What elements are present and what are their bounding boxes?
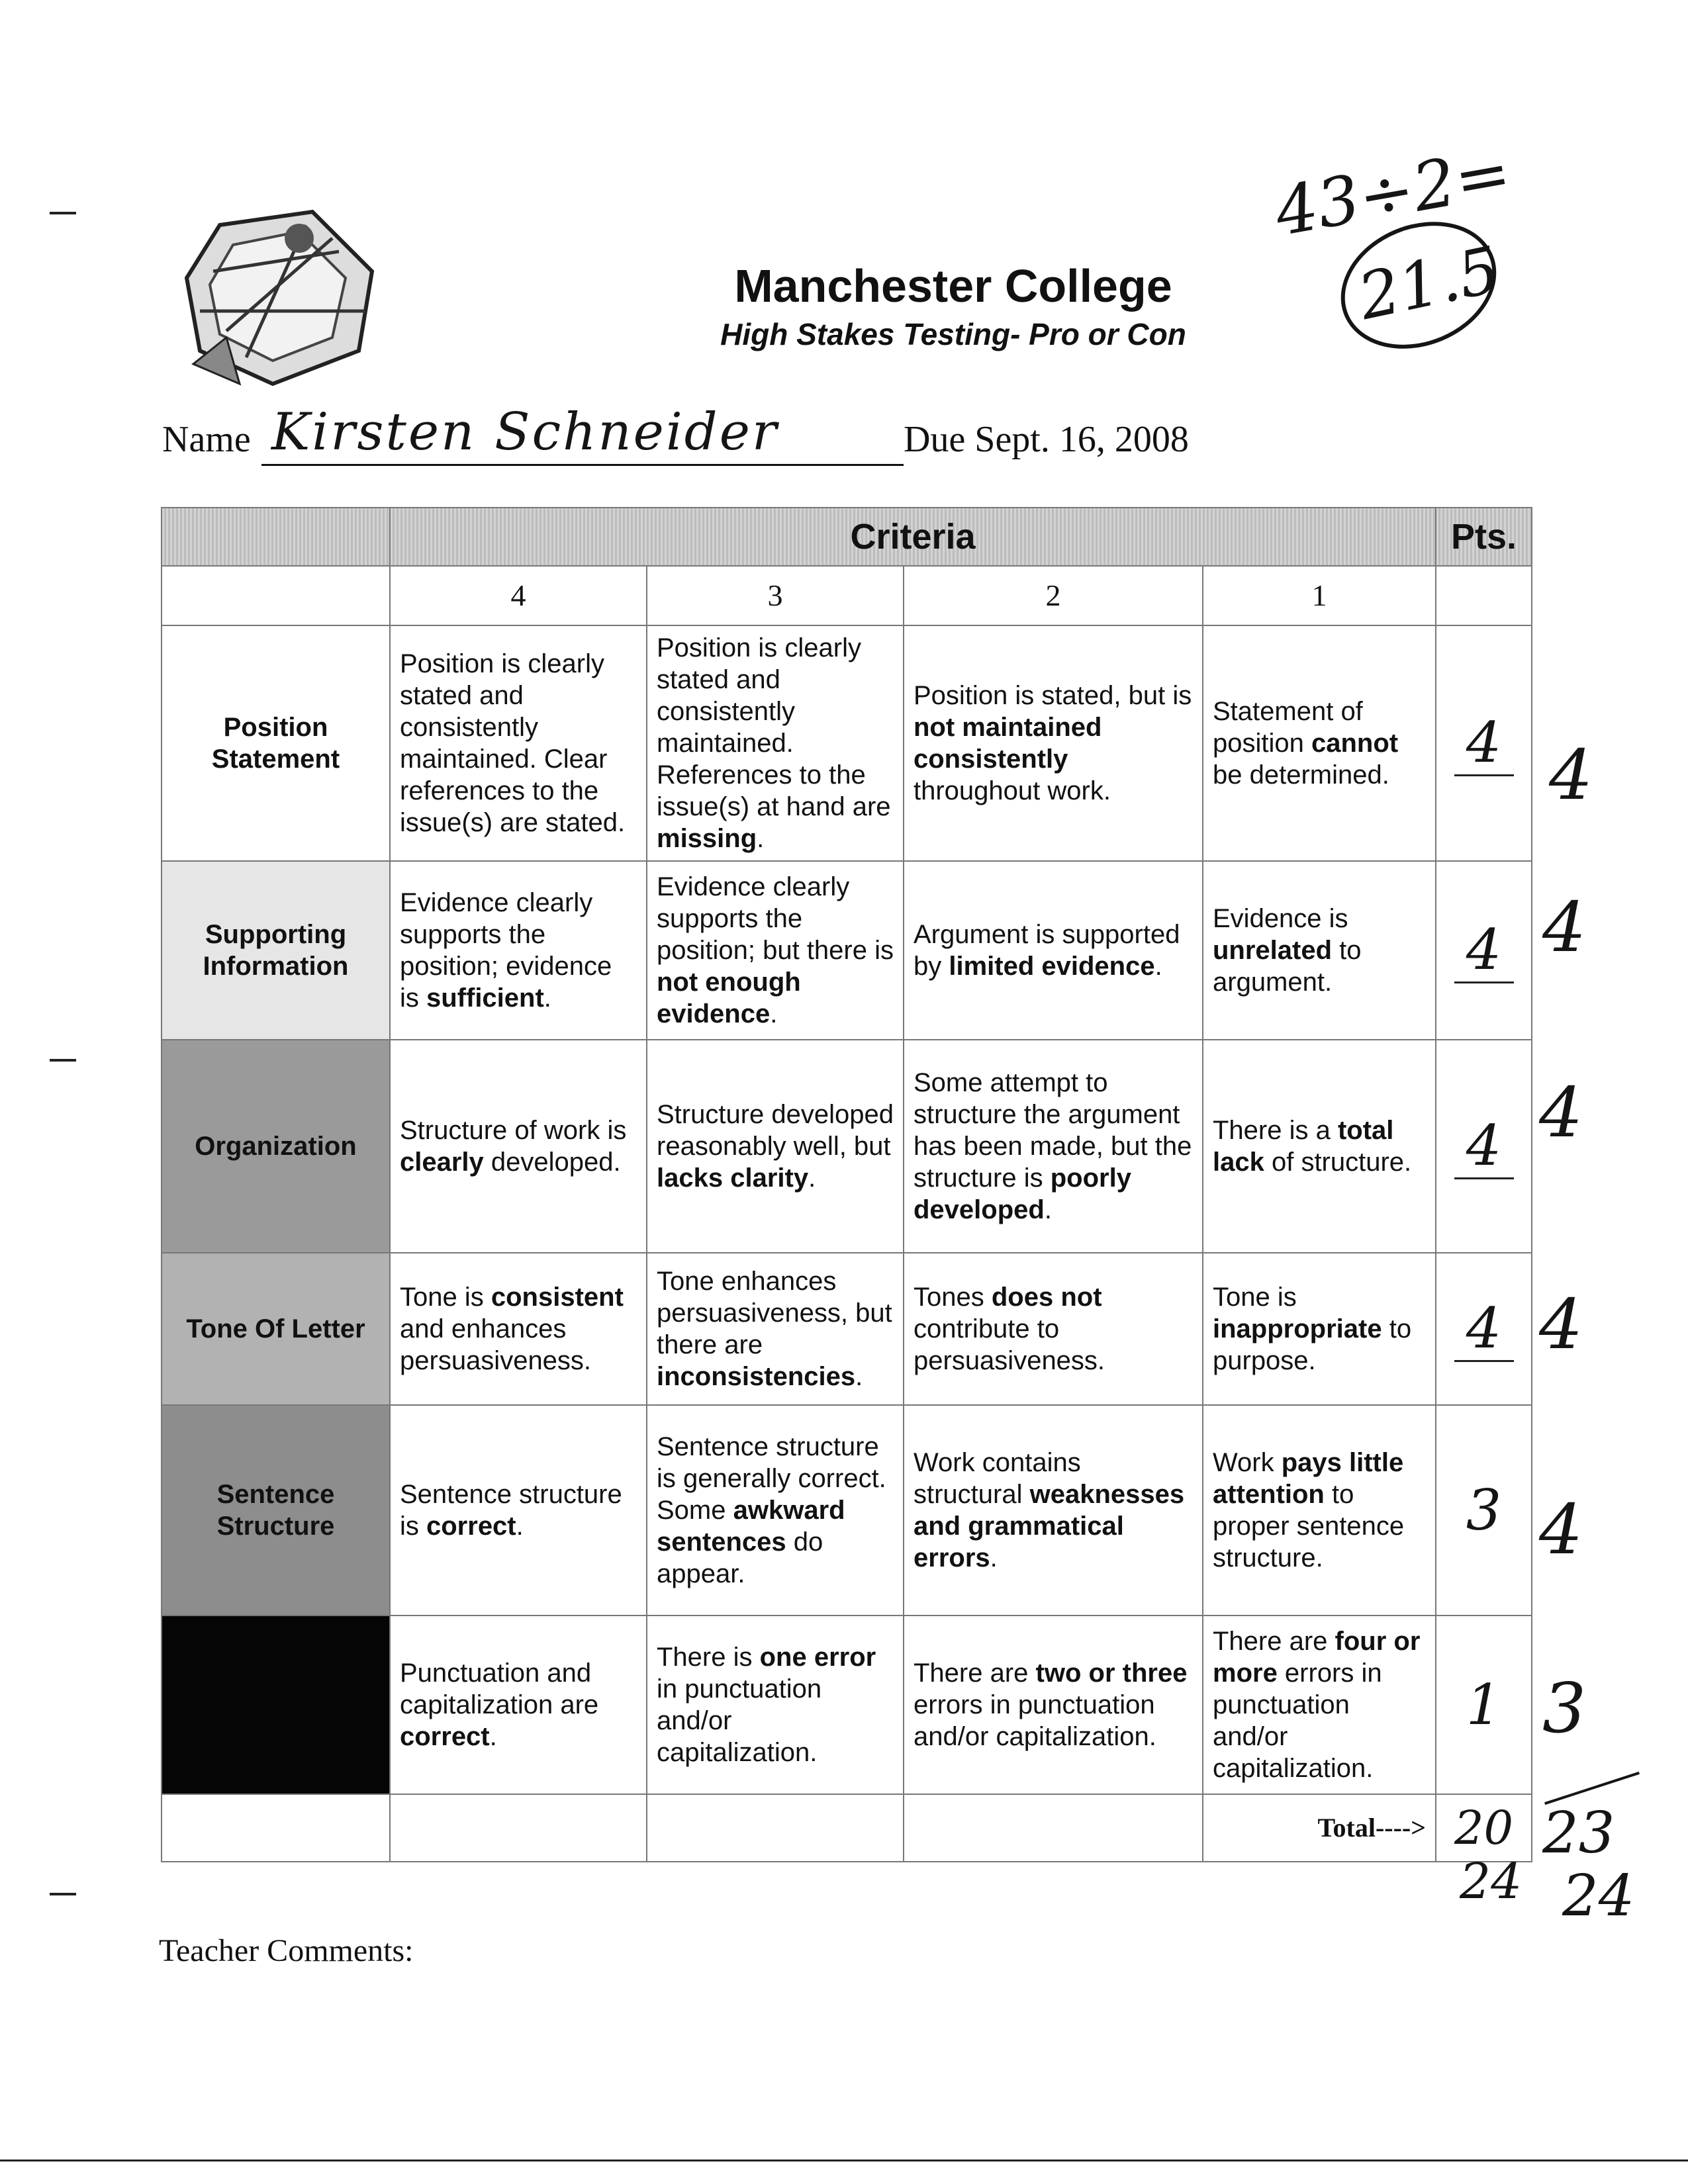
handwritten-points: 1 [1466,1672,1502,1737]
criterion-3: Structure developed reasonably well, but lacks clarity. [647,1040,904,1253]
margin-score-supporting: 4 [1542,887,1587,968]
margin-score-tone: 4 [1539,1284,1583,1365]
margin-score-organization: 4 [1539,1072,1583,1153]
points-cell [1436,1615,1532,1794]
row-label-redacted [162,1615,390,1794]
criterion-2: Argument is supported by limited evidence. [904,861,1203,1040]
criterion-1: Work pays little attention to proper sentence structure. [1203,1405,1436,1615]
page-subtitle: High Stakes Testing- Pro or Con [720,317,1186,351]
criterion-3: Tone enhances persuasiveness, but there are inconsistencies. [647,1253,904,1405]
handwritten-points: 4 [1454,1114,1514,1179]
name-underline [261,464,904,466]
scan-mark [50,1059,76,1062]
criterion-2: Tones does not contribute to persuasiveness. [904,1253,1203,1405]
scale-row [162,566,1532,625]
margin-total-denominator: 24 [1562,1863,1635,1929]
header-blank-cell [162,508,390,566]
criterion-2: Some attempt to structure the argument has been made, but the structure is poorly developed. [904,1040,1203,1253]
points-cell [1436,1040,1532,1253]
total-row [162,1794,1532,1862]
criterion-4: Position is clearly stated and consistently maintained. Clear references to the issue(s) are stated. [390,625,647,861]
criterion-1: Tone is inappropriate to purpose. [1203,1253,1436,1405]
rubric-row-punctuation [162,1615,1532,1794]
row-label: Position Statement [162,625,390,861]
handwritten-total-denominator: 24 [1460,1853,1523,1910]
rubric-row-organization [162,1040,1532,1253]
rubric-row-tone-of-letter [162,1253,1532,1405]
bottom-rule [0,2160,1688,2161]
rubric-row-position-statement [162,625,1532,861]
criterion-3: Evidence clearly supports the position; but there is not enough evidence. [647,861,904,1040]
total-label: Total----> [1203,1794,1436,1862]
margin-total-numerator: 23 [1542,1800,1615,1866]
row-label: Tone Of Letter [162,1253,390,1405]
criteria-header: Criteria [390,508,1436,566]
margin-score-sentence: 4 [1539,1489,1583,1570]
handwritten-points: 4 [1454,711,1514,776]
points-header: Pts. [1436,508,1532,566]
college-logo [173,199,385,390]
criterion-2: Position is stated, but is not maintained consistently throughout work. [904,625,1203,861]
rubric-table [161,507,1532,1862]
criterion-1: Evidence is unrelated to argument. [1203,861,1436,1040]
criterion-4: Structure of work is clearly developed. [390,1040,647,1253]
handwritten-points: 4 [1454,918,1514,983]
scan-mark [50,1893,76,1895]
criterion-4: Evidence clearly supports the position; evidence is sufficient. [390,861,647,1040]
criterion-4: Sentence structure is correct. [390,1405,647,1615]
margin-score-position: 4 [1549,735,1593,815]
row-label: Supporting Information [162,861,390,1040]
handwritten-total-numerator: 20 [1454,1801,1514,1855]
row-label: Sentence Structure [162,1405,390,1615]
handwritten-score-calculation: 43÷2= [1269,133,1517,251]
due-date: Due Sept. 16, 2008 [904,419,1189,460]
rubric-row-supporting-information [162,861,1532,1040]
name-label: Name [162,419,251,460]
scale-1: 1 [1203,566,1436,625]
scale-3: 3 [647,566,904,625]
criterion-2: There are two or three errors in punctuation and/or capitalization. [904,1615,1203,1794]
rubric-row-sentence-structure [162,1405,1532,1615]
handwritten-final-score: 21.5 [1352,232,1507,334]
rubric-header-row [162,508,1532,566]
points-cell [1436,861,1532,1040]
criterion-1: There are four or more errors in punctuation and/or capitalization. [1203,1615,1436,1794]
criterion-1: There is a total lack of structure. [1203,1040,1436,1253]
page-title: Manchester College [734,260,1172,312]
scan-mark [50,212,76,214]
handwritten-points: 4 [1454,1297,1514,1362]
handwritten-student-name: Kirsten Schneider [271,402,779,462]
points-cell [1436,625,1532,861]
handwritten-points: 3 [1466,1478,1502,1543]
criterion-3: Position is clearly stated and consistently maintained. References to the issue(s) at hand are missing. [647,625,904,861]
criterion-2: Work contains structural weaknesses and grammatical errors. [904,1405,1203,1615]
criterion-1: Statement of position cannot be determined. [1203,625,1436,861]
points-cell [1436,1405,1532,1615]
scale-4: 4 [390,566,647,625]
row-label: Organization [162,1040,390,1253]
scale-2: 2 [904,566,1203,625]
criterion-4: Tone is consistent and enhances persuasiveness. [390,1253,647,1405]
teacher-comments-label: Teacher Comments: [159,1933,414,1968]
criterion-3: There is one error in punctuation and/or capitalization. [647,1615,904,1794]
criterion-3: Sentence structure is generally correct. Some awkward sentences do appear. [647,1405,904,1615]
margin-score-punctuation: 3 [1542,1668,1587,1749]
criterion-4: Punctuation and capitalization are correct. [390,1615,647,1794]
total-points-cell [1436,1794,1532,1862]
points-cell [1436,1253,1532,1405]
